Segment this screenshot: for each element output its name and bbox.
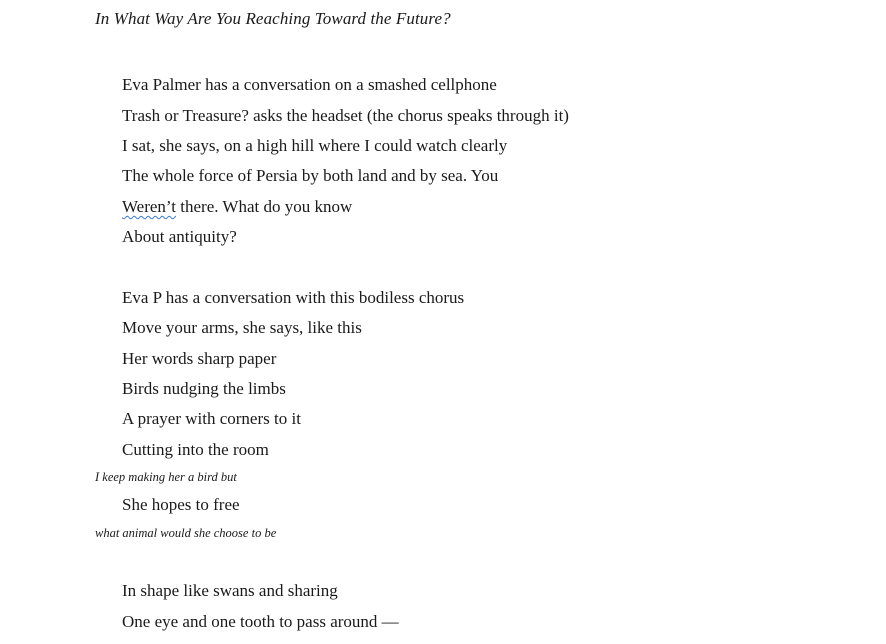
poem-line: I sat, she says, on a high hill where I could watch clearly (122, 136, 508, 155)
poem-line: Her words sharp paper (122, 349, 277, 368)
poem-line (122, 197, 352, 217)
marginal-note: what animal would she choose to be (95, 526, 277, 540)
poem-line: The whole force of Persia by both land and by sea. You (122, 166, 499, 185)
poem-title: In What Way Are You Reaching Toward the Future? (95, 9, 451, 28)
poem-line: In shape like swans and sharing (122, 581, 338, 600)
poem-line: A prayer with corners to it (122, 409, 301, 428)
poem-line: Eva Palmer has a conversation on a smashed cellphone (122, 75, 497, 94)
poem-line: Eva P has a conversation with this bodiless chorus (122, 288, 465, 307)
poem-line: One eye and one tooth to pass around — (122, 612, 399, 631)
marginal-note: I keep making her a bird but (95, 470, 237, 484)
poem-line: Cutting into the room (122, 440, 269, 459)
poem-line-text: there. What do you know (176, 197, 353, 216)
poem-line: Trash or Treasure? asks the headset (the chorus speaks through it) (122, 106, 569, 125)
spellcheck-flagged-word[interactable]: Weren’t (122, 197, 177, 216)
poem-line: Move your arms, she says, like this (122, 318, 362, 337)
poem-line: She hopes to free (122, 495, 240, 514)
poem-line: About antiquity? (122, 227, 237, 246)
poem-line: Birds nudging the limbs (122, 379, 286, 398)
